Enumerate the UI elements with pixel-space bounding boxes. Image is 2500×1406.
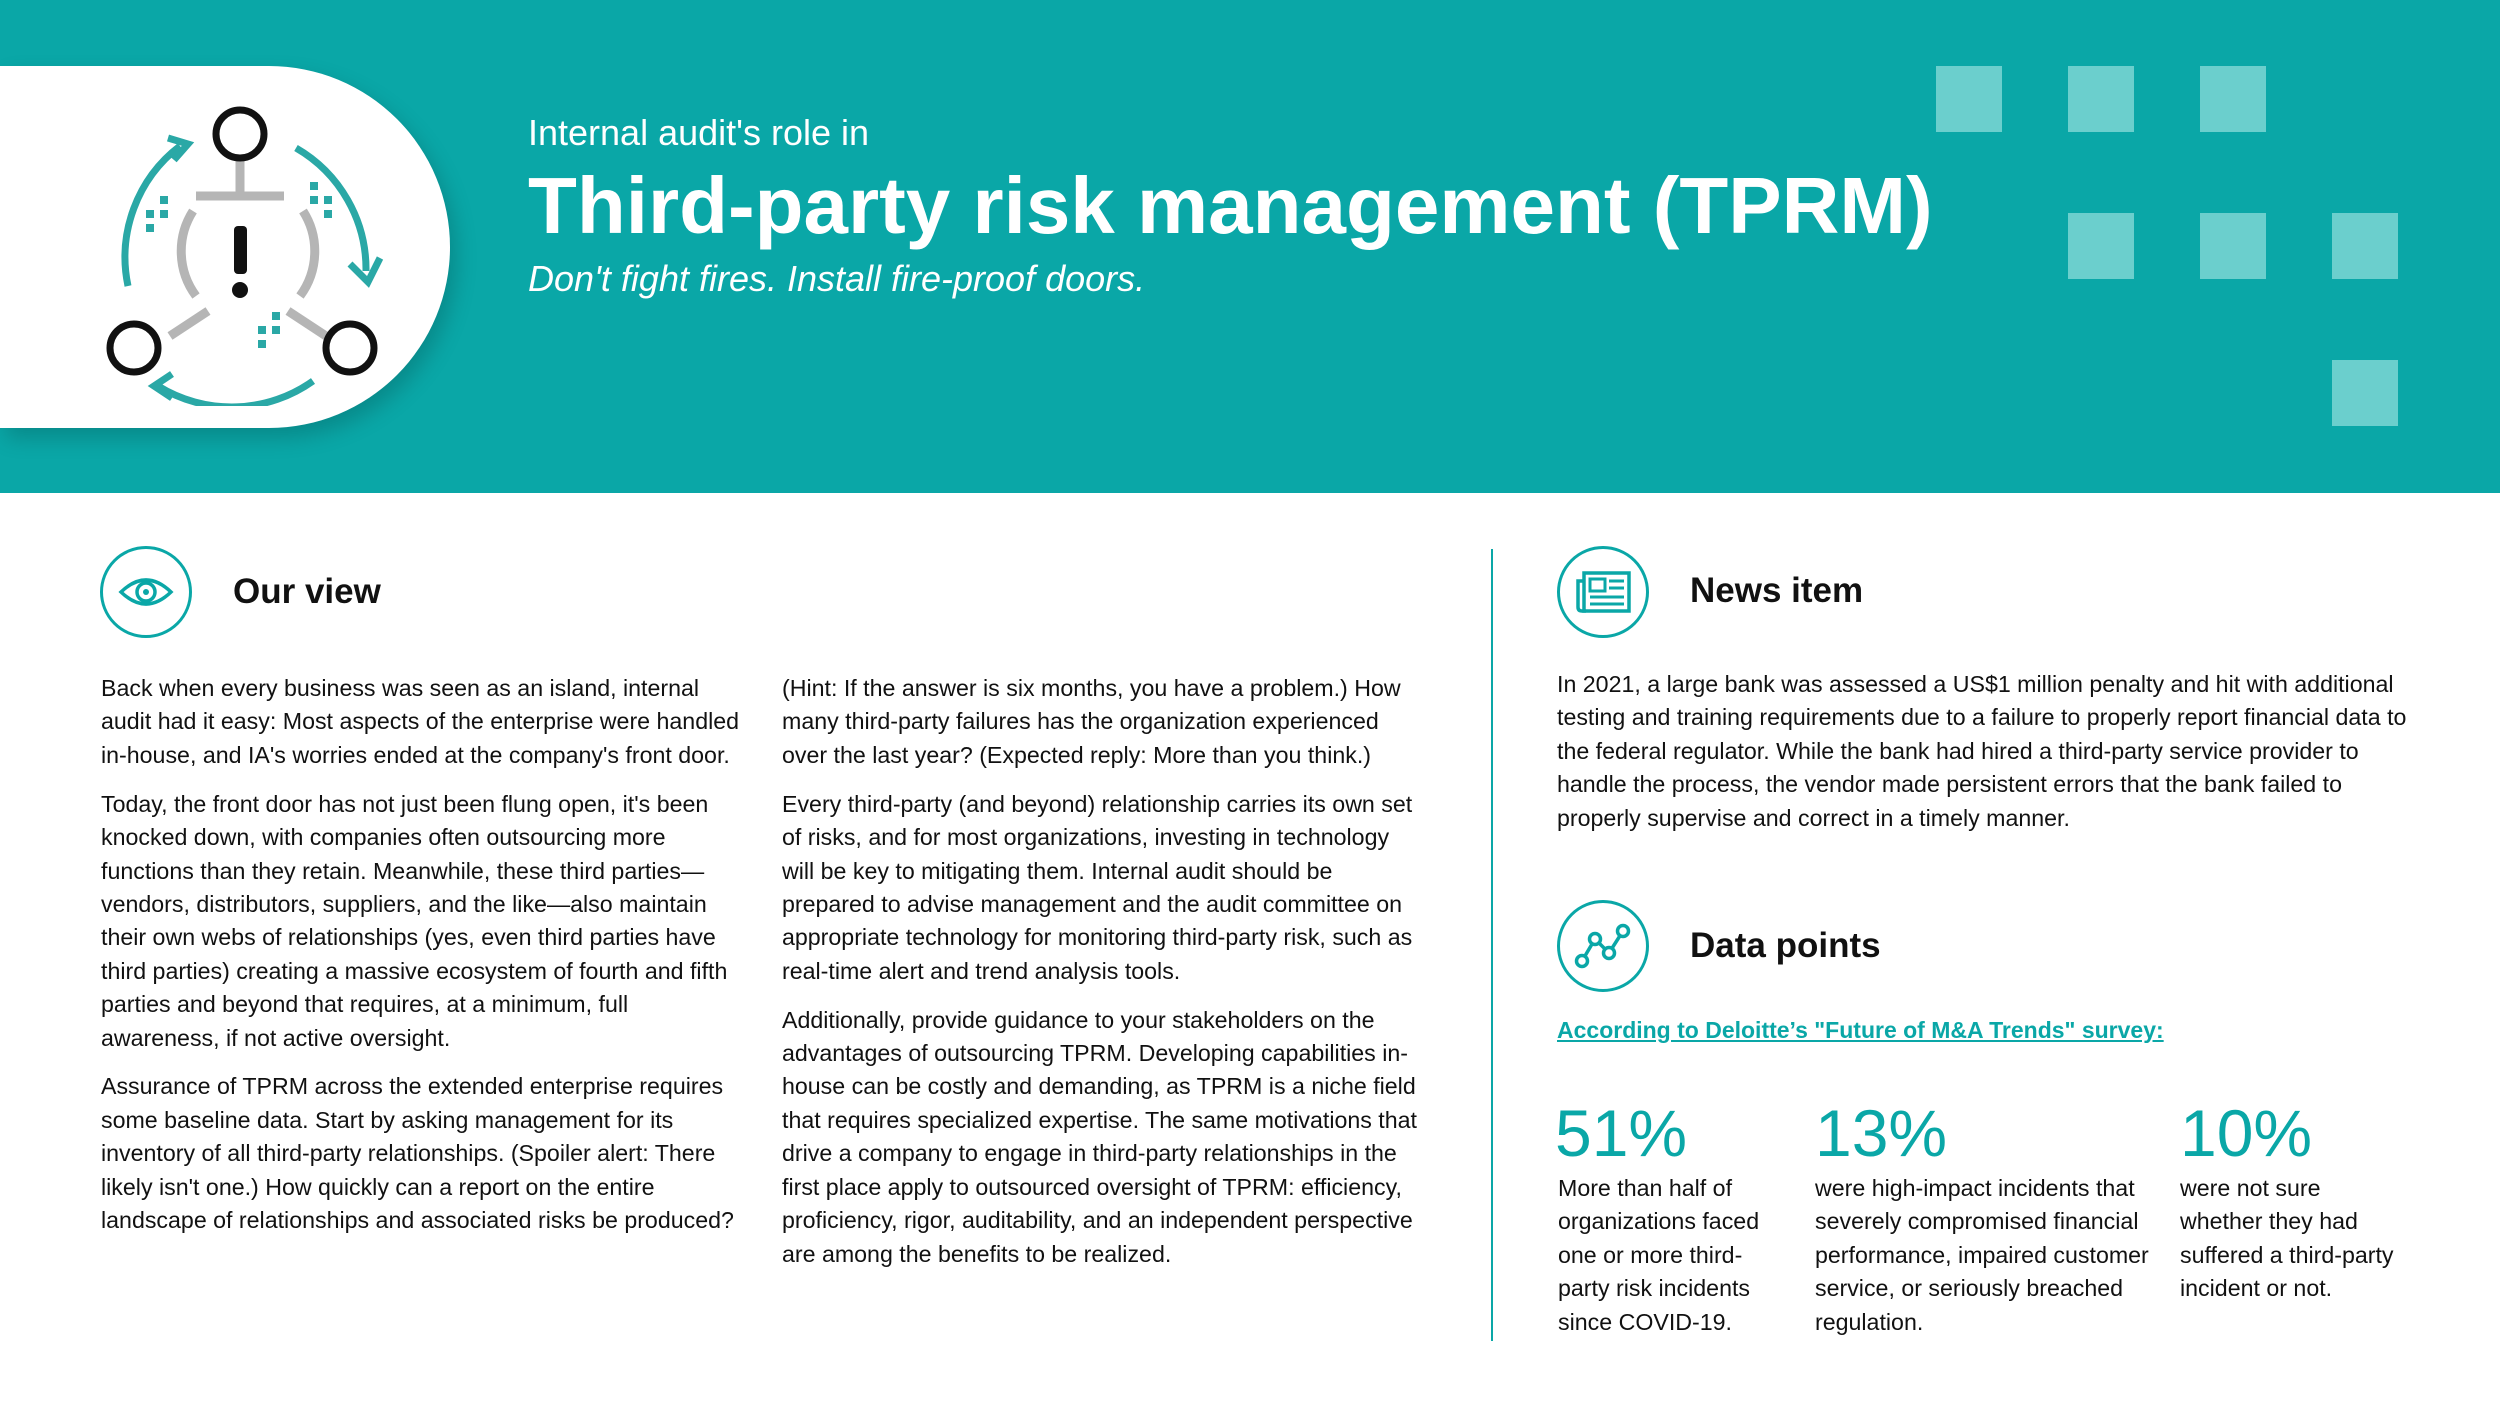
stat-description: More than half of organizations faced one or more third-party risk incidents since COVID-19. bbox=[1558, 1175, 1760, 1335]
eye-icon bbox=[100, 546, 192, 638]
stat-description: were high-impact incidents that severely compromised financial performance, impaired customer service, or seriously breached regulation. bbox=[1815, 1175, 2149, 1335]
header-banner bbox=[0, 0, 2500, 493]
stat-description: were not sure whether they had suffered a third-party incident or not. bbox=[2180, 1175, 2394, 1302]
paragraph: Today, the front door has not just been flung open, it's been knocked down, with companies often outsourcing more functions than they retain. Meanwhile, these third parties—vendors, distributors, suppliers, and the like—also maintain their own webs of relationships (yes, even third parties have third parties) creating a massive ecosystem of fourth and fifth parties and beyond that requires, at a minimum, full awareness, if not active oversight. bbox=[101, 790, 728, 1051]
news-item-title: News item bbox=[1690, 571, 1864, 610]
stat-value: 10% bbox=[2180, 1096, 2313, 1170]
decor-square bbox=[2068, 213, 2134, 279]
survey-source-link[interactable]: According to Deloitte’s "Future of M&A Trends" survey: bbox=[1557, 1017, 2164, 1043]
paragraph: Additionally, provide guidance to your stakeholders on the advantages of outsourcing TPRM. Developing capabilities in-house can be costly and demanding, as TPRM is a niche field that requires specialized expertise. The same motivations that drive a company to engage in third-party relationships in the first place apply to outsourced oversight of TPRM: efficiency, proficiency, rigor, auditability, and an independent perspective are among the benefits to be realized. bbox=[782, 1006, 1417, 1267]
stat-value: 51% bbox=[1555, 1096, 1688, 1170]
newspaper-icon bbox=[1557, 546, 1649, 638]
data-chart-icon bbox=[1557, 900, 1649, 992]
risk-cycle-icon bbox=[88, 86, 408, 406]
data-points-title: Data points bbox=[1690, 926, 1881, 965]
decor-square bbox=[2332, 213, 2398, 279]
logo-badge bbox=[0, 66, 450, 428]
paragraph: Assurance of TPRM across the extended enterprise requires some baseline data. Start by asking management for its inventory of all third-party relationships. (Spoiler alert: There likely isn't one.) How quickly can a report on the entire landscape of relationships and associated risks be produced? bbox=[101, 1073, 734, 1234]
stat-item bbox=[1555, 1094, 1785, 1339]
stat-item bbox=[2180, 1094, 2395, 1306]
our-view-column-2 bbox=[782, 672, 1422, 1286]
page-title: Third-party risk management (TPRM) bbox=[528, 161, 1933, 250]
decor-square bbox=[2068, 66, 2134, 132]
our-view-column-1 bbox=[101, 672, 746, 1253]
our-view-title: Our view bbox=[233, 572, 381, 611]
paragraph: (Hint: If the answer is six months, you have a problem.) How many third-party failures has the organization experienced over the last year? (Expected reply: More than you think.) bbox=[782, 675, 1401, 768]
column-divider bbox=[1491, 549, 1493, 1341]
decor-square bbox=[2200, 213, 2266, 279]
news-item-text: In 2021, a large bank was assessed a US$1 million penalty and hit with additional testing and training requirements due to a failure to properly report financial data to the federal regulator. While the bank had hired a third-party service provider to handle the process, the vendor made persistent errors that the bank failed to properly supervise and correct in a timely manner. bbox=[1557, 671, 2407, 831]
paragraph: Back when every business was seen as an island, internal audit had it easy: Most aspects of the enterprise were handled in-house, and IA's worries ended at the company's front door. bbox=[101, 675, 740, 768]
decor-square bbox=[1936, 66, 2002, 132]
decor-square bbox=[2200, 66, 2266, 132]
header-tagline: Don't fight fires. Install fire-proof doors. bbox=[528, 258, 1146, 299]
paragraph: Every third-party (and beyond) relationship carries its own set of risks, and for most organizations, investing in technology will be key to mitigating them. Internal audit should be prepared to advise management and the audit committee on appropriate technology for monitoring third-party risk, such as real-time alert and trend analysis tools. bbox=[782, 790, 1413, 984]
header-eyebrow: Internal audit's role in bbox=[528, 112, 870, 153]
decor-square bbox=[2332, 360, 2398, 426]
stat-value: 13% bbox=[1815, 1096, 1948, 1170]
stat-item bbox=[1815, 1094, 2155, 1339]
